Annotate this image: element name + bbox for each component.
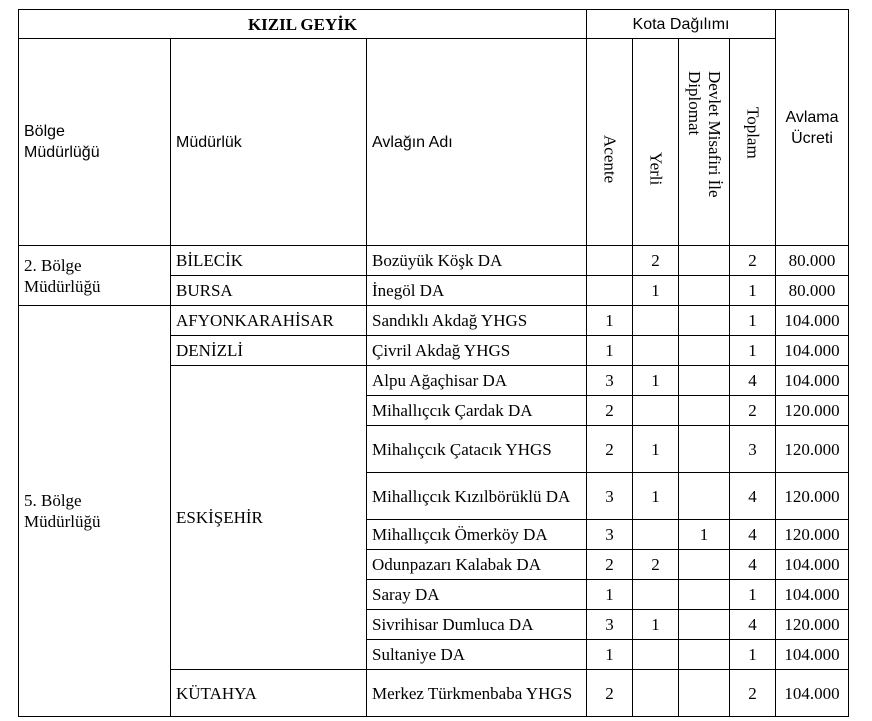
area-name-cell: İnegöl DA bbox=[367, 276, 587, 306]
region-cell: 2. Bölge Müdürlüğü bbox=[19, 246, 171, 306]
local-quota-cell bbox=[633, 580, 679, 610]
hunting-fee-cell: 104.000 bbox=[776, 640, 849, 670]
agency-quota-cell: 1 bbox=[587, 336, 633, 366]
diplomat-quota-cell bbox=[679, 276, 730, 306]
agency-quota-cell: 3 bbox=[587, 610, 633, 640]
local-quota-cell bbox=[633, 306, 679, 336]
hunting-fee-cell: 80.000 bbox=[776, 276, 849, 306]
total-quota-cell: 2 bbox=[730, 396, 776, 426]
area-name-cell: Mihallıçcık Ömerköy DA bbox=[367, 520, 587, 550]
diplomat-quota-cell bbox=[679, 426, 730, 473]
region-cell: 5. Bölge Müdürlüğü bbox=[19, 306, 171, 717]
agency-quota-cell: 2 bbox=[587, 670, 633, 717]
region-header bbox=[19, 39, 171, 246]
hunting-fee-cell: 120.000 bbox=[776, 520, 849, 550]
local-quota-cell: 1 bbox=[633, 366, 679, 396]
hunting-fee-cell: 104.000 bbox=[776, 306, 849, 336]
table-row bbox=[19, 246, 849, 276]
local-quota-cell bbox=[633, 640, 679, 670]
diplomat-quota-cell bbox=[679, 640, 730, 670]
directorate-cell: AFYONKARAHİSAR bbox=[171, 306, 367, 336]
area-name-cell: Alpu Ağaçhisar DA bbox=[367, 366, 587, 396]
agency-quota-cell: 1 bbox=[587, 580, 633, 610]
directorate-header: Müdürlük bbox=[171, 39, 367, 246]
total-quota-cell: 1 bbox=[730, 306, 776, 336]
quota-distribution-title: Kota Dağılımı bbox=[587, 10, 776, 39]
local-quota-cell: 2 bbox=[633, 550, 679, 580]
total-quota-cell: 1 bbox=[730, 336, 776, 366]
total-quota-cell: 1 bbox=[730, 276, 776, 306]
local-header-label: Yerli bbox=[646, 152, 666, 186]
area-name-cell: Bozüyük Köşk DA bbox=[367, 246, 587, 276]
agency-quota-cell bbox=[587, 276, 633, 306]
local-quota-cell bbox=[633, 336, 679, 366]
diplomat-quota-cell bbox=[679, 336, 730, 366]
local-quota-cell bbox=[633, 396, 679, 426]
local-quota-cell bbox=[633, 520, 679, 550]
diplomat-quota-cell bbox=[679, 550, 730, 580]
total-header-label: Toplam bbox=[743, 107, 763, 159]
diplomat-quota-cell bbox=[679, 306, 730, 336]
total-header bbox=[730, 39, 776, 246]
area-name-cell: Sivrihisar Dumluca DA bbox=[367, 610, 587, 640]
local-quota-cell: 1 bbox=[633, 610, 679, 640]
local-header bbox=[633, 39, 679, 246]
total-quota-cell: 2 bbox=[730, 246, 776, 276]
agency-quota-cell: 3 bbox=[587, 366, 633, 396]
area-name-cell: Mihalıçcık Çatacık YHGS bbox=[367, 426, 587, 473]
area-name-cell: Saray DA bbox=[367, 580, 587, 610]
diplomat-quota-cell bbox=[679, 473, 730, 520]
agency-quota-cell: 2 bbox=[587, 550, 633, 580]
header-row bbox=[19, 39, 849, 246]
species-title: KIZIL GEYİK bbox=[19, 10, 587, 39]
hunting-fee-cell: 104.000 bbox=[776, 580, 849, 610]
area-name-cell: Odunpazarı Kalabak DA bbox=[367, 550, 587, 580]
local-quota-cell: 1 bbox=[633, 426, 679, 473]
hunting-fee-cell: 120.000 bbox=[776, 396, 849, 426]
directorate-cell: BİLECİK bbox=[171, 246, 367, 276]
fee-header-label: Avlama Ücreti bbox=[785, 108, 839, 147]
directorate-cell: DENİZLİ bbox=[171, 336, 367, 366]
area-name-cell: Sultaniye DA bbox=[367, 640, 587, 670]
area-name-cell: Sandıklı Akdağ YHGS bbox=[367, 306, 587, 336]
local-quota-cell bbox=[633, 670, 679, 717]
region-header-label: Bölge Müdürlüğü bbox=[24, 123, 100, 161]
diplomat-quota-cell: 1 bbox=[679, 520, 730, 550]
diplomat-quota-cell bbox=[679, 246, 730, 276]
hunting-fee-cell: 104.000 bbox=[776, 550, 849, 580]
agency-quota-cell bbox=[587, 246, 633, 276]
fee-header bbox=[776, 10, 849, 246]
hunting-fee-cell: 80.000 bbox=[776, 246, 849, 276]
area-name-cell: Çivril Akdağ YHGS bbox=[367, 336, 587, 366]
hunting-quota-table bbox=[18, 9, 849, 717]
hunting-fee-cell: 120.000 bbox=[776, 473, 849, 520]
area-name-cell: Mihallıçcık Kızılbörüklü DA bbox=[367, 473, 587, 520]
agency-header-label: Acente bbox=[600, 134, 620, 183]
hunting-fee-cell: 120.000 bbox=[776, 426, 849, 473]
area-name-cell: Mihallıçcık Çardak DA bbox=[367, 396, 587, 426]
total-quota-cell: 1 bbox=[730, 580, 776, 610]
area-name-cell: Merkez Türkmenbaba YHGS bbox=[367, 670, 587, 717]
local-quota-cell: 1 bbox=[633, 276, 679, 306]
diplomat-quota-cell bbox=[679, 580, 730, 610]
agency-header bbox=[587, 39, 633, 246]
diplomat-quota-cell bbox=[679, 366, 730, 396]
agency-quota-cell: 2 bbox=[587, 396, 633, 426]
agency-quota-cell: 1 bbox=[587, 306, 633, 336]
total-quota-cell: 4 bbox=[730, 610, 776, 640]
title-row bbox=[19, 10, 849, 39]
total-quota-cell: 3 bbox=[730, 426, 776, 473]
diplomat-header bbox=[679, 39, 730, 246]
diplomat-quota-cell bbox=[679, 396, 730, 426]
directorate-cell: BURSA bbox=[171, 276, 367, 306]
total-quota-cell: 4 bbox=[730, 366, 776, 396]
total-quota-cell: 2 bbox=[730, 670, 776, 717]
total-quota-cell: 4 bbox=[730, 473, 776, 520]
diplomat-quota-cell bbox=[679, 610, 730, 640]
diplomat-quota-cell bbox=[679, 670, 730, 717]
total-quota-cell: 4 bbox=[730, 520, 776, 550]
total-quota-cell: 1 bbox=[730, 640, 776, 670]
agency-quota-cell: 2 bbox=[587, 426, 633, 473]
total-quota-cell: 4 bbox=[730, 550, 776, 580]
agency-quota-cell: 3 bbox=[587, 520, 633, 550]
local-quota-cell: 1 bbox=[633, 473, 679, 520]
hunting-fee-cell: 120.000 bbox=[776, 610, 849, 640]
hunting-fee-cell: 104.000 bbox=[776, 366, 849, 396]
hunting-fee-cell: 104.000 bbox=[776, 670, 849, 717]
table-row bbox=[19, 306, 849, 336]
hunting-fee-cell: 104.000 bbox=[776, 336, 849, 366]
local-quota-cell: 2 bbox=[633, 246, 679, 276]
directorate-cell: KÜTAHYA bbox=[171, 670, 367, 717]
directorate-cell: ESKİŞEHİR bbox=[171, 366, 367, 670]
agency-quota-cell: 1 bbox=[587, 640, 633, 670]
area-header: Avlağın Adı bbox=[367, 39, 587, 246]
diplomat-header-label: Devlet Misafiri İle Diplomat bbox=[685, 71, 724, 198]
agency-quota-cell: 3 bbox=[587, 473, 633, 520]
